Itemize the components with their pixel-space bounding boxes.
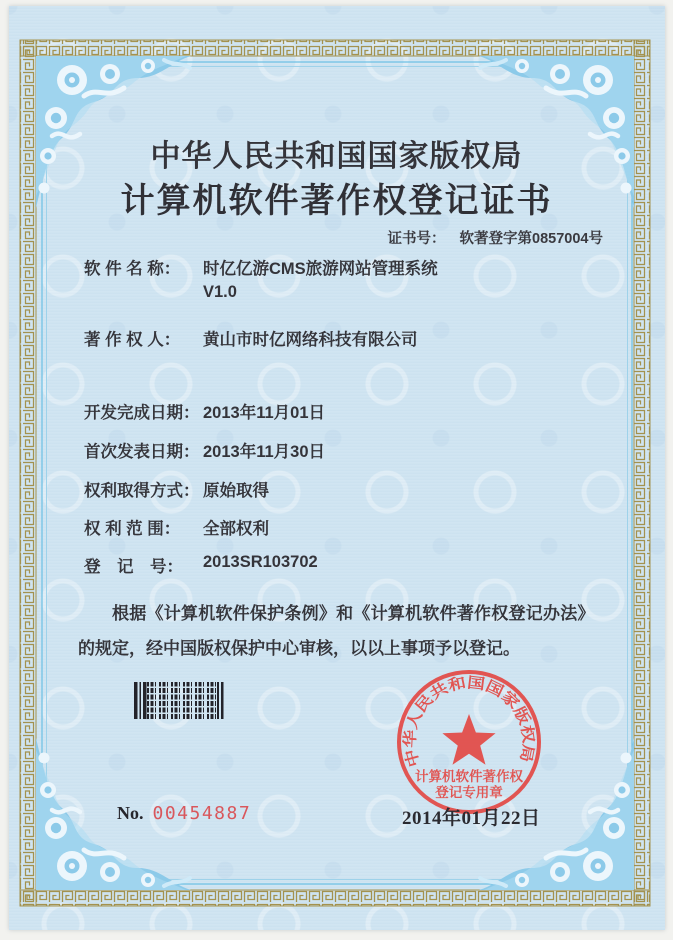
field-value: 黄山市时亿网络科技有限公司 xyxy=(203,331,418,349)
field-label: 软 件 名 称： xyxy=(84,260,181,278)
certificate-number-value: 软著登字第0857004号 xyxy=(459,231,603,247)
field-label: 著 作 权 人： xyxy=(84,331,181,349)
barcode-guard-left xyxy=(134,682,147,719)
certificate-title: 计算机软件著作权登记证书 xyxy=(120,183,553,220)
field-label: 开发完成日期： xyxy=(84,404,200,422)
serial-prefix: No. xyxy=(117,803,144,823)
official-seal-icon xyxy=(393,666,545,818)
field-label: 权 利 范 围： xyxy=(84,520,181,538)
barcode-data-region xyxy=(147,682,217,719)
field-value: 2013年11月01日 xyxy=(203,404,326,422)
seal-text-line1: 计算机软件著作权 xyxy=(415,769,523,784)
barcode-guard-right xyxy=(217,682,226,719)
issue-date: 2014年01月22日 xyxy=(402,808,541,829)
registration-statement: 根据《计算机软件保护条例》和《计算机软件著作权登记办法》的规定，经中国版权保护中心审核，以以上事项予以登记。 xyxy=(78,604,586,658)
field-label: 权利取得方式： xyxy=(84,482,200,500)
field-value: 原始取得 xyxy=(203,482,269,500)
field-value: 2013年11月30日 xyxy=(203,443,326,461)
field-label: 首次发表日期： xyxy=(84,443,200,461)
field-label: 登 记 号： xyxy=(84,558,183,576)
barcode xyxy=(134,682,226,719)
certificate-number-label: 证书号： xyxy=(387,231,446,247)
serial-number: 00454887 xyxy=(152,803,252,824)
field-value: 全部权利 xyxy=(203,520,269,538)
certificate-number-line xyxy=(388,227,603,248)
field-value: 时亿亿游CMS旅游网站管理系统 xyxy=(203,260,438,278)
field-software-version: V1.0 xyxy=(203,283,237,301)
seal-text-line2: 登记专用章 xyxy=(435,785,503,800)
field-value: 2013SR103702 xyxy=(203,553,318,571)
issuer-title: 中华人民共和国国家版权局 xyxy=(150,140,523,173)
star-icon xyxy=(442,714,495,765)
serial-number-line xyxy=(117,803,251,824)
seal-ring-text: 中华人民共和国国家版权局 xyxy=(401,674,537,769)
